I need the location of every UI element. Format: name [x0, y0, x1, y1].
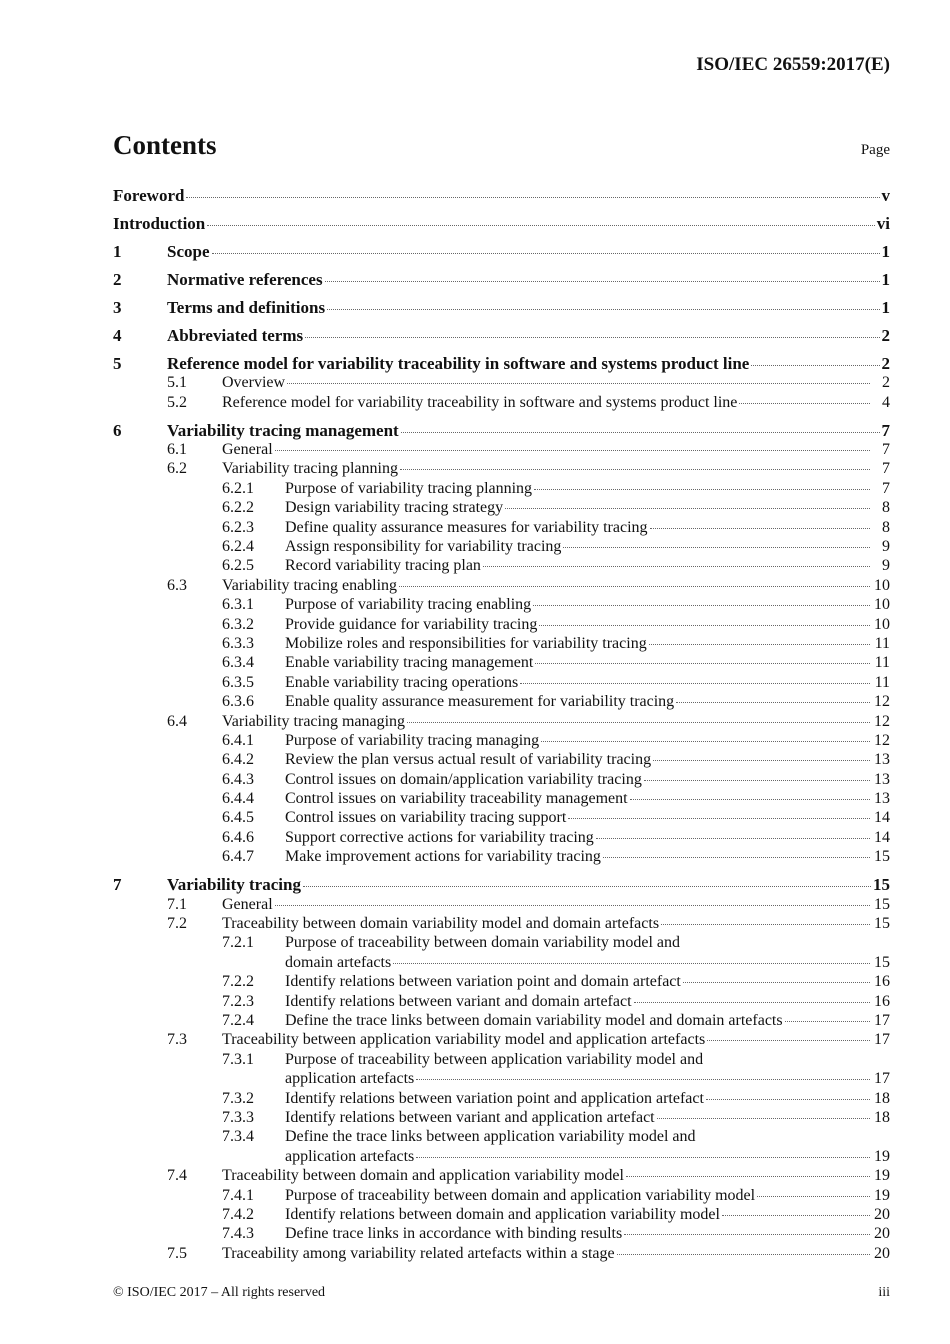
toc-entry-title: Define the trace links between application variability model and: [285, 1128, 696, 1146]
toc-entry[interactable]: [113, 459, 890, 478]
toc-entry-title: Enable variability tracing management: [285, 654, 534, 672]
leader-dots: [757, 1196, 870, 1197]
toc-entry-page: 2: [881, 325, 890, 345]
toc-entry-title: Scope: [167, 241, 210, 261]
toc-entry-number: 2: [113, 269, 122, 289]
toc-entry[interactable]: [113, 576, 890, 595]
toc-entry[interactable]: [113, 1089, 890, 1108]
toc-entry-page: 1: [881, 269, 890, 289]
toc-entry[interactable]: [113, 653, 890, 672]
toc-entry-title: Provide guidance for variability tracing: [285, 615, 538, 633]
toc-entry-title: General: [222, 895, 273, 913]
toc-entry-title: Define quality assurance measures for variability tracing: [285, 518, 648, 536]
toc-entry-number: 3: [113, 297, 122, 317]
toc-entry-number: 6.2: [167, 460, 187, 478]
toc-entry-page: 4: [882, 393, 890, 411]
toc-entry-title: Mobilize roles and responsibilities for variability tracing: [285, 634, 647, 652]
toc-entry-page: 13: [874, 751, 890, 769]
toc-entry[interactable]: [113, 1166, 890, 1185]
toc-entry-title: Normative references: [167, 269, 323, 289]
toc-entry-number: 7.3: [167, 1031, 187, 1049]
toc-entry-page: 13: [874, 770, 890, 788]
toc-entry[interactable]: [113, 731, 890, 750]
leader-dots: [416, 1079, 870, 1080]
toc-entry-title-continuation: domain artefacts: [285, 953, 392, 971]
toc-entry-page: 12: [874, 693, 890, 711]
leader-dots: [630, 799, 870, 800]
leader-dots: [653, 760, 870, 761]
toc-entry-title: Reference model for variability traceability in software and systems product line: [222, 393, 738, 411]
leader-dots: [739, 403, 870, 404]
toc-entry-number: 6.2.4: [222, 538, 254, 556]
leader-dots: [650, 528, 870, 529]
toc-entry-page: 10: [874, 576, 890, 594]
leader-dots: [212, 253, 880, 254]
toc-entry-title: Purpose of traceability between application variability model and: [285, 1050, 704, 1068]
toc-entry-page: 15: [873, 875, 890, 895]
toc-entry-number: 5: [113, 353, 122, 373]
leader-dots: [505, 508, 870, 509]
toc-entry-title: Traceability between application variability model and application artefacts: [222, 1031, 706, 1049]
toc-entry-page: 15: [874, 895, 890, 913]
leader-dots: [287, 383, 870, 384]
toc-entry-number: 7.2.1: [222, 934, 254, 952]
toc-entry-title: Variability tracing planning: [222, 460, 398, 478]
toc-entry[interactable]: [113, 1205, 890, 1224]
leader-dots: [520, 683, 870, 684]
toc-entry[interactable]: [113, 479, 890, 498]
copyright-footer: © ISO/IEC 2017 – All rights reserved: [113, 1285, 326, 1300]
toc-entry-title: Variability tracing: [167, 875, 301, 895]
toc-entry-number: 7.4.3: [222, 1225, 254, 1243]
leader-dots: [661, 924, 870, 925]
toc-entry-page: 2: [882, 374, 890, 392]
toc-entry-page: 20: [874, 1244, 890, 1262]
toc-entry-page: 14: [874, 828, 890, 846]
toc-entry[interactable]: [113, 847, 890, 866]
toc-entry-number: 6.4.5: [222, 809, 254, 827]
toc-entry-page: 16: [874, 973, 890, 991]
leader-dots: [707, 1040, 870, 1041]
leader-dots: [303, 886, 871, 887]
toc-entry-page: 19: [874, 1147, 890, 1165]
leader-dots: [207, 225, 875, 226]
toc-entry-title: Identify relations between variant and application artefact: [285, 1108, 655, 1126]
toc-entry-number: 7.5: [167, 1244, 187, 1262]
toc-entry-number: 7.4.1: [222, 1186, 254, 1204]
toc-entry-page: 17: [874, 1011, 890, 1029]
toc-entry-page: 15: [874, 915, 890, 933]
toc-entry-number: 6.1: [167, 441, 187, 459]
toc-entry-continuation[interactable]: [113, 1069, 890, 1088]
leader-dots: [657, 1118, 870, 1119]
leader-dots: [596, 838, 870, 839]
leader-dots: [563, 547, 870, 548]
toc-entry-page: vi: [876, 213, 890, 233]
toc-entry-number: 6.4.4: [222, 790, 254, 808]
toc-entry[interactable]: [113, 712, 890, 731]
leader-dots: [535, 663, 870, 664]
toc-entry[interactable]: [113, 992, 890, 1011]
toc-entry[interactable]: [113, 895, 890, 914]
toc-entry-title-continuation: application artefacts: [285, 1147, 415, 1165]
toc-entry-title: Define trace links in accordance with binding results: [285, 1225, 623, 1243]
toc-entry-number: 7.2.3: [222, 992, 254, 1010]
toc-entry-title: Record variability tracing plan: [285, 557, 481, 575]
toc-entry[interactable]: [113, 373, 890, 392]
toc-entry-title: Variability tracing management: [167, 420, 399, 440]
toc-entry[interactable]: [113, 634, 890, 653]
toc-entry-page: v: [881, 186, 890, 205]
toc-entry[interactable]: [113, 914, 890, 933]
toc-entry-title: Purpose of variability tracing managing: [285, 731, 540, 749]
page-number-footer: iii: [878, 1285, 890, 1300]
toc-entry-page: 20: [874, 1205, 890, 1223]
document-id-header: ISO/IEC 26559:2017(E): [696, 54, 890, 75]
toc-entry[interactable]: [113, 1127, 890, 1146]
toc-entry[interactable]: [113, 789, 890, 808]
toc-entry-title: Purpose of variability tracing planning: [285, 479, 533, 497]
toc-entry-title: Traceability between domain variability model and domain artefacts: [222, 915, 660, 933]
toc-entry-number: 6.3.1: [222, 596, 254, 614]
toc-entry[interactable]: [113, 354, 890, 373]
toc-entry-page: 7: [881, 420, 890, 440]
leader-dots: [393, 963, 870, 964]
toc-entry-title: Traceability between domain and application variability model: [222, 1167, 624, 1185]
toc-entry-page: 18: [874, 1108, 890, 1126]
leader-dots: [400, 469, 870, 470]
table-of-contents: [113, 186, 890, 1263]
toc-entry-title: Identify relations between domain and application variability model: [285, 1205, 720, 1223]
toc-entry-page: 11: [874, 673, 890, 691]
toc-entry-title: Enable quality assurance measurement for variability tracing: [285, 693, 675, 711]
toc-entry-number: 7.2.2: [222, 973, 254, 991]
leader-dots: [634, 1002, 870, 1003]
toc-entry-page: 7: [882, 479, 890, 497]
leader-dots: [541, 741, 870, 742]
leader-dots: [186, 197, 879, 198]
toc-entry-number: 6.3: [167, 576, 187, 594]
toc-entry-page: 11: [874, 654, 890, 672]
leader-dots: [275, 905, 870, 906]
toc-entry-number: 6.3.4: [222, 654, 254, 672]
leader-dots: [568, 818, 870, 819]
toc-entry[interactable]: [113, 537, 890, 556]
toc-entry[interactable]: [113, 828, 890, 847]
toc-entry-title: Reference model for variability traceability in software and systems product line: [167, 353, 750, 373]
toc-entry-title: Control issues on variability traceability management: [285, 790, 628, 808]
toc-entry-number: 7.3.1: [222, 1050, 254, 1068]
toc-entry[interactable]: [113, 498, 890, 517]
toc-entry-number: 6.2.5: [222, 557, 254, 575]
toc-entry-page: 11: [874, 634, 890, 652]
toc-entry-page: 16: [874, 992, 890, 1010]
toc-entry[interactable]: [113, 518, 890, 537]
leader-dots: [706, 1099, 870, 1100]
toc-entry-number: 6.2.3: [222, 518, 254, 536]
toc-entry-number: 7.3.4: [222, 1128, 254, 1146]
toc-entry-page: 12: [874, 731, 890, 749]
toc-entry-title: Variability tracing managing: [222, 712, 406, 730]
toc-entry[interactable]: [113, 1050, 890, 1069]
toc-entry[interactable]: [113, 186, 890, 205]
leader-dots: [399, 586, 870, 587]
toc-entry-number: 5.1: [167, 374, 187, 392]
toc-entry-number: 7.2.4: [222, 1011, 254, 1029]
toc-entry-number: 7.3.3: [222, 1108, 254, 1126]
leader-dots: [617, 1254, 870, 1255]
toc-entry-page: 18: [874, 1089, 890, 1107]
toc-entry-page: 8: [882, 518, 890, 536]
toc-entry[interactable]: [113, 270, 890, 289]
toc-entry-page: 1: [881, 297, 890, 317]
toc-entry-title: Review the plan versus actual result of variability tracing: [285, 751, 652, 769]
toc-entry[interactable]: [113, 1186, 890, 1205]
toc-entry-number: 7.2: [167, 915, 187, 933]
toc-entry-page: 14: [874, 809, 890, 827]
toc-entry[interactable]: [113, 1224, 890, 1243]
toc-entry[interactable]: [113, 298, 890, 317]
leader-dots: [624, 1234, 870, 1235]
toc-entry-number: 6.4.2: [222, 751, 254, 769]
leader-dots: [626, 1176, 870, 1177]
toc-entry[interactable]: [113, 750, 890, 769]
toc-entry[interactable]: [113, 1108, 890, 1127]
toc-entry-number: 6.3.6: [222, 693, 254, 711]
toc-entry[interactable]: [113, 595, 890, 614]
toc-entry-title-continuation: application artefacts: [285, 1070, 415, 1088]
toc-entry[interactable]: [113, 1030, 890, 1049]
toc-entry-page: 19: [874, 1167, 890, 1185]
toc-entry-continuation[interactable]: [113, 953, 890, 972]
toc-entry[interactable]: [113, 440, 890, 459]
toc-entry-title: Identify relations between variation point and application artefact: [285, 1089, 704, 1107]
toc-entry-number: 6.4.3: [222, 770, 254, 788]
toc-entry[interactable]: [113, 421, 890, 440]
toc-entry-page: 12: [874, 712, 890, 730]
toc-entry-title: Make improvement actions for variability tracing: [285, 848, 601, 866]
toc-entry-page: 17: [874, 1031, 890, 1049]
leader-dots: [751, 365, 879, 366]
leader-dots: [676, 702, 870, 703]
toc-entry-title: Abbreviated terms: [167, 325, 304, 345]
toc-entry-title: Variability tracing enabling: [222, 576, 398, 594]
toc-entry-title: Purpose of variability tracing enabling: [285, 596, 532, 614]
toc-entry-page: 10: [874, 596, 890, 614]
toc-entry-number: 6.2.1: [222, 479, 254, 497]
toc-entry-title: Purpose of traceability between domain and application variability model: [285, 1186, 756, 1204]
toc-entry-page: 15: [874, 953, 890, 971]
leader-dots: [275, 450, 870, 451]
toc-entry-title: Terms and definitions: [167, 297, 326, 317]
toc-entry-page: 2: [881, 353, 890, 373]
toc-entry-page: 15: [874, 848, 890, 866]
leader-dots: [533, 605, 870, 606]
toc-entry[interactable]: [113, 1011, 890, 1030]
leader-dots: [325, 281, 880, 282]
toc-entry[interactable]: [113, 214, 890, 233]
toc-entry-number: 6.4: [167, 712, 187, 730]
toc-entry-number: 4: [113, 325, 122, 345]
toc-entry-number: 7.1: [167, 895, 187, 913]
toc-entry[interactable]: [113, 326, 890, 345]
leader-dots: [539, 625, 870, 626]
toc-entry-title: Assign responsibility for variability tracing: [285, 538, 562, 556]
toc-entry-continuation[interactable]: [113, 1147, 890, 1166]
toc-entry-number: 5.2: [167, 393, 187, 411]
toc-entry-title: Overview: [222, 374, 286, 392]
leader-dots: [305, 337, 879, 338]
toc-entry-number: 7: [113, 875, 122, 895]
toc-entry-page: 7: [882, 441, 890, 459]
leader-dots: [644, 780, 870, 781]
leader-dots: [785, 1021, 870, 1022]
toc-entry-number: 6.2.2: [222, 499, 254, 517]
toc-entry-title: Control issues on domain/application variability tracing: [285, 770, 642, 788]
toc-entry-number: 6: [113, 420, 122, 440]
toc-entry[interactable]: [113, 692, 890, 711]
toc-entry-page: 8: [882, 499, 890, 517]
leader-dots: [483, 566, 870, 567]
toc-entry-number: 6.3.2: [222, 615, 254, 633]
toc-entry[interactable]: [113, 770, 890, 789]
toc-entry-number: 7.3.2: [222, 1089, 254, 1107]
leader-dots: [407, 722, 870, 723]
toc-entry-number: 1: [113, 241, 122, 261]
toc-entry-number: 7.4.2: [222, 1205, 254, 1223]
toc-entry[interactable]: [113, 615, 890, 634]
toc-entry-title: Identify relations between variation point and domain artefact: [285, 973, 681, 991]
toc-entry[interactable]: [113, 875, 890, 894]
toc-entry-title: Traceability among variability related artefacts within a stage: [222, 1244, 615, 1262]
toc-entry-number: 6.4.6: [222, 828, 254, 846]
toc-entry-title: Foreword: [113, 186, 185, 205]
toc-entry-page: 13: [874, 790, 890, 808]
toc-entry-page: 17: [874, 1070, 890, 1088]
toc-entry-page: 1: [881, 241, 890, 261]
toc-entry-title: Design variability tracing strategy: [285, 499, 504, 517]
toc-entry-title: Support corrective actions for variability tracing: [285, 828, 594, 846]
toc-entry-number: 6.3.5: [222, 673, 254, 691]
toc-entry-page: 9: [882, 557, 890, 575]
toc-entry-title: Enable variability tracing operations: [285, 673, 519, 691]
toc-entry-page: 20: [874, 1225, 890, 1243]
toc-entry-page: 7: [882, 460, 890, 478]
leader-dots: [603, 857, 870, 858]
toc-entry[interactable]: [113, 393, 890, 412]
leader-dots: [683, 982, 870, 983]
toc-entry[interactable]: [113, 242, 890, 261]
toc-entry-page: 19: [874, 1186, 890, 1204]
toc-entry-number: 6.3.3: [222, 634, 254, 652]
toc-entry[interactable]: [113, 556, 890, 575]
leader-dots: [401, 432, 880, 433]
toc-entry[interactable]: [113, 1244, 890, 1263]
page-column-label: Page: [860, 142, 890, 158]
toc-entry-title: Define the trace links between domain variability model and domain artefacts: [285, 1011, 783, 1029]
toc-entry-number: 7.4: [167, 1167, 187, 1185]
toc-entry-title: General: [222, 441, 273, 459]
leader-dots: [534, 489, 870, 490]
leader-dots: [416, 1157, 870, 1158]
leader-dots: [722, 1215, 870, 1216]
toc-entry[interactable]: [113, 972, 890, 991]
toc-entry[interactable]: [113, 933, 890, 952]
toc-entry-page: 10: [874, 615, 890, 633]
toc-entry-number: 6.4.7: [222, 848, 254, 866]
toc-entry-title: Introduction: [113, 213, 206, 233]
toc-entry[interactable]: [113, 673, 890, 692]
leader-dots: [649, 644, 870, 645]
toc-entry-page: 9: [882, 538, 890, 556]
toc-entry-title: Identify relations between variant and domain artefact: [285, 992, 632, 1010]
toc-entry-title: Purpose of traceability between domain variability model and: [285, 934, 680, 952]
leader-dots: [327, 309, 879, 310]
toc-entry-number: 6.4.1: [222, 731, 254, 749]
page-title: Contents: [113, 130, 217, 160]
toc-entry-title: Control issues on variability tracing support: [285, 809, 567, 827]
toc-entry[interactable]: [113, 808, 890, 827]
